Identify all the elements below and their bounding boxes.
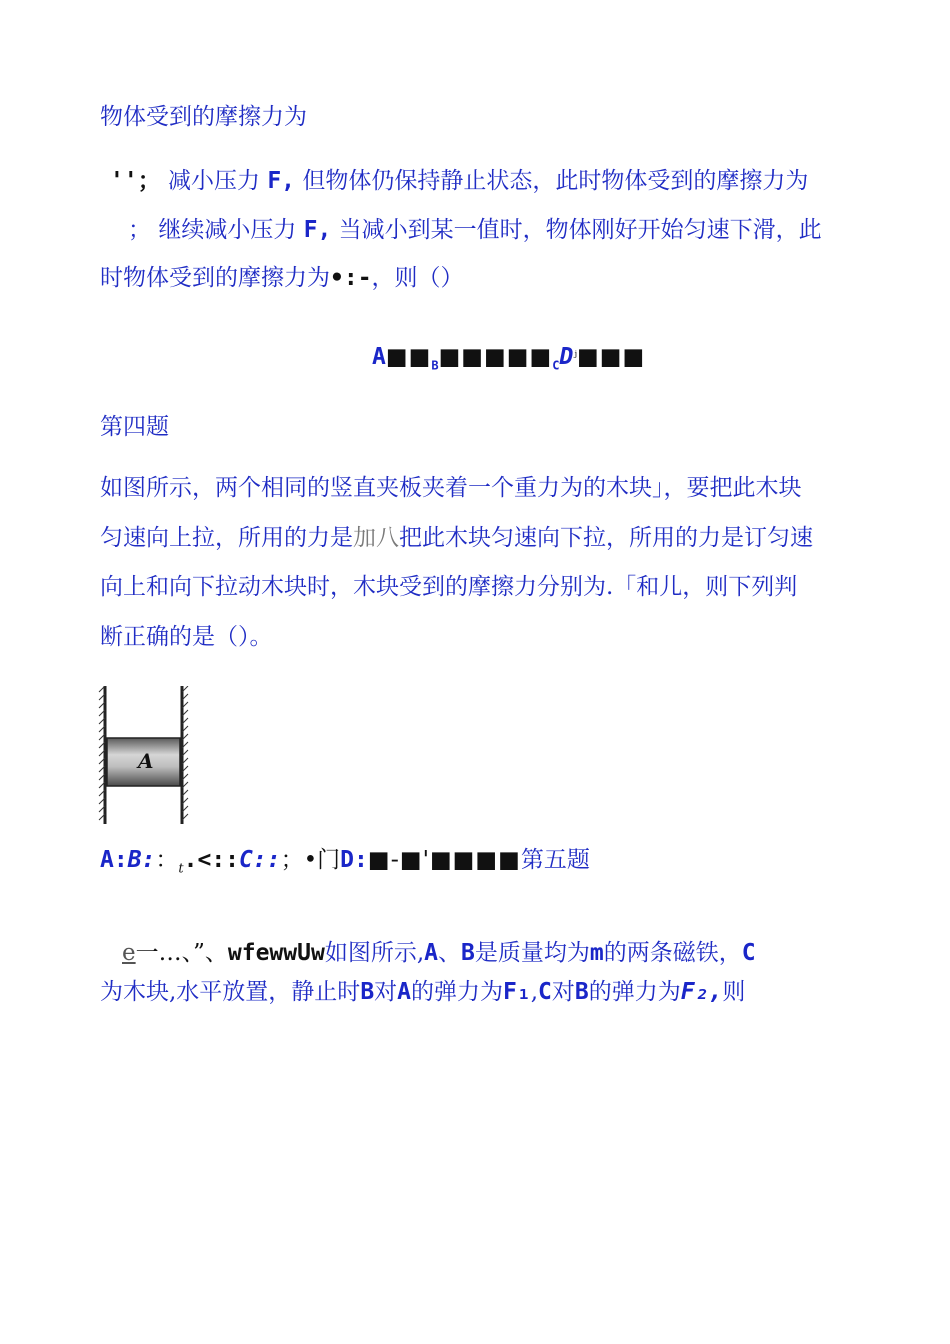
line-1 — [100, 104, 307, 130]
q4-choice-d: D: — [340, 847, 368, 873]
line-3 — [128, 217, 822, 243]
line-4 — [100, 265, 464, 291]
line-1-text: 物体受到的摩擦力为 — [100, 104, 307, 130]
q4-para-2-gray: 加八 — [353, 525, 399, 551]
choice-c-label: C — [552, 358, 560, 373]
q5-symbol-a: A — [424, 940, 438, 966]
q4-para-3-text: 向上和向下拉动木块时，木块受到的摩擦力分别为.「和儿，则下列判 — [100, 574, 798, 600]
q5-text-2: 、 — [438, 940, 461, 966]
force-symbol: F, — [267, 168, 296, 194]
q5-line-2-ze: 则 — [722, 979, 746, 1005]
q5-line-2 — [100, 979, 745, 1005]
q4-para-2-text-a: 匀速向上拉，所用的力是 — [100, 525, 353, 551]
q4-choice-t: t — [178, 861, 184, 877]
q4-para-1-text: 如图所示，两个相同的竖直夹板夹着一个重力为的木块」，要把此木块 — [100, 475, 802, 501]
right-plate — [182, 686, 188, 824]
choice-a-marks: ■■ — [385, 344, 432, 370]
line-3-text-a: 继续减小压力 — [158, 217, 297, 243]
line-4-symbol: •:- — [330, 265, 372, 291]
q5-line-2-text-a: 为木块,水平放置，静止时 — [100, 979, 361, 1005]
q4-para-3 — [100, 574, 797, 600]
q5-line-2-dui: 对 — [374, 979, 398, 1005]
q5-text-3: 是质量均为 — [474, 940, 590, 966]
q5-text-1: 如图所示, — [324, 940, 425, 966]
line-3-punct: ； — [128, 217, 151, 243]
q5-symbol-m: m — [589, 940, 604, 966]
q5-line-2-c: C — [538, 979, 552, 1005]
q4-choice-a: A: — [100, 847, 128, 873]
q4-para-1 — [100, 475, 802, 501]
line-2 — [110, 168, 808, 194]
choice-b-marks: ■■■■■ — [438, 344, 553, 370]
q4-choice-t-rest: .<:: — [183, 847, 240, 873]
q5-force-f2: F₂, — [680, 979, 723, 1005]
choice-d-marks: ■■■ — [577, 344, 646, 370]
q4-para-2-text-b: 把此木块匀速向下拉，所用的力是订匀速 — [399, 525, 813, 551]
q3-choices — [372, 344, 645, 379]
choice-d-tick: ʲ — [573, 349, 578, 365]
q5-symbol-c: C — [741, 940, 756, 966]
q5-line-2-b: B — [360, 979, 375, 1005]
line-2-text-b: 但物体仍保持静止状态，此时物体受到的摩擦力为 — [302, 168, 809, 194]
choice-a-label: A — [372, 344, 386, 370]
q5-force-f1: F₁ — [503, 979, 531, 1005]
q5-symbol-b: B — [461, 940, 475, 966]
q4-title — [100, 414, 169, 440]
choice-d-label: D — [559, 344, 574, 370]
q5-text-4: 的两条磁铁， — [603, 940, 742, 966]
line-4-text-b: ，则（） — [371, 265, 464, 291]
choice-b-label: B — [431, 358, 439, 373]
clamp-figure — [98, 686, 192, 826]
q4-para-4-text: 断正确的是（）。 — [100, 624, 273, 650]
q4-choice-b: B: — [127, 847, 156, 873]
q5-prefix-underlined: e — [122, 940, 136, 966]
q4-para-4 — [100, 624, 273, 650]
force-symbol: F, — [303, 217, 332, 243]
q5-line-2-b2: B — [574, 979, 589, 1005]
q5-line-2-a: A — [397, 979, 412, 1005]
q4-choice-c-rest: ；•门 — [280, 847, 341, 873]
block-label: A — [138, 749, 154, 773]
q5-garbled-text: wfewwUw — [227, 940, 325, 966]
q5-line-2-dui-2: 对 — [551, 979, 575, 1005]
q4-choices-line — [100, 847, 590, 883]
q4-choice-b-extra: ： — [155, 847, 179, 873]
line-4-text-a: 时物体受到的摩擦力为 — [100, 265, 330, 291]
q4-choice-c: C:: — [239, 847, 281, 873]
q5-line-2-text-c: 的弹力为 — [588, 979, 681, 1005]
q5-line-2-comma: , — [530, 979, 539, 1005]
line-2-text-a: 减小压力 — [168, 168, 261, 194]
q5-title: 第五题 — [520, 847, 590, 873]
q4-choice-d-marks: ■-■'■■■■ — [367, 847, 521, 873]
q4-title-text: 第四题 — [100, 414, 169, 440]
q5-line-1 — [122, 940, 756, 966]
line-3-text-b: 当减小到某一值时，物体刚好开始匀速下滑，此 — [338, 217, 822, 243]
left-plate — [99, 686, 105, 824]
q4-para-2 — [100, 525, 813, 551]
q5-prefix-rest: 一…、”、 — [135, 940, 228, 966]
q5-line-2-text-b: 的弹力为 — [411, 979, 504, 1005]
quote-marks: ''； — [110, 168, 161, 194]
